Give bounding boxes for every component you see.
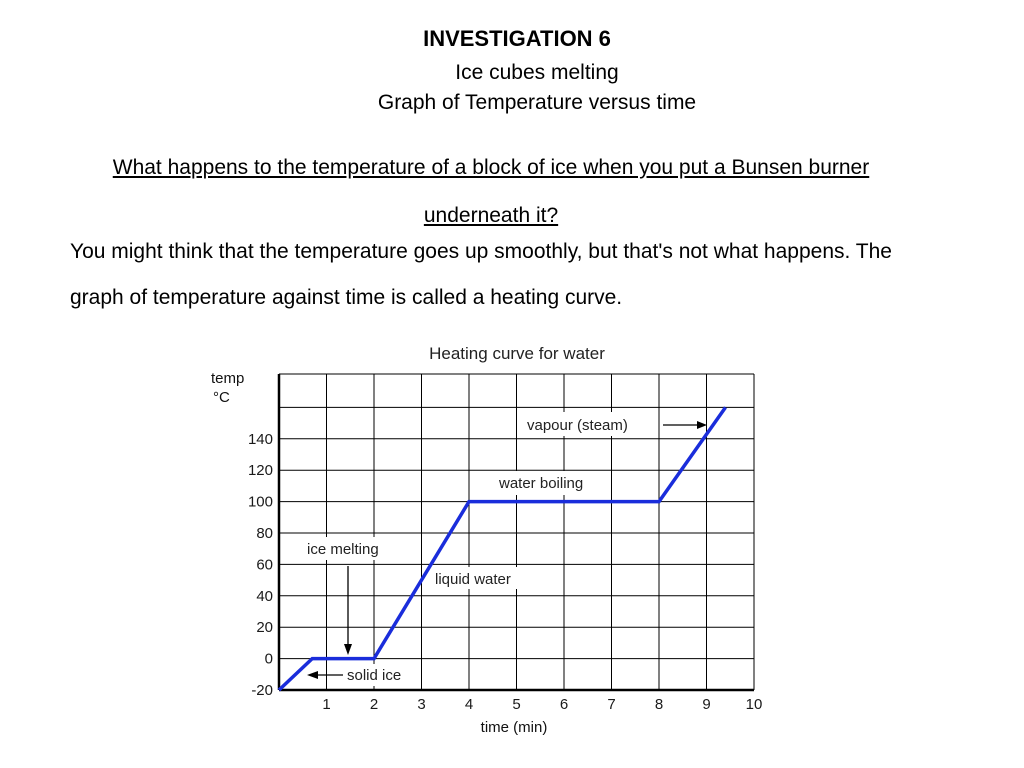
x-tick-label: 8 (654, 696, 664, 713)
annotation-melting-label: ice melting (307, 541, 379, 558)
y-tick-label: 140 (247, 430, 273, 448)
annotation-solid (307, 664, 418, 686)
annotation-solid-label: solid ice (347, 667, 402, 684)
x-tick-label: 2 (369, 696, 379, 713)
chart-title: Heating curve for water (429, 344, 605, 363)
arrowhead-solid-icon (307, 671, 318, 679)
x-tick-label: 5 (512, 696, 521, 713)
x-tick-label: 9 (702, 696, 711, 713)
arrowhead-steam-icon (697, 421, 707, 429)
x-tick-label: 1 (322, 696, 331, 713)
y-tick-label: 60 (256, 556, 273, 574)
page-subtitle-2: Graph of Temperature versus time (377, 91, 697, 114)
page-title: INVESTIGATION 6 (423, 26, 611, 51)
annotation-boiling (495, 471, 608, 495)
annotation-steam-label: vapour (steam) (527, 417, 628, 434)
y-tick-label: 0 (264, 650, 273, 668)
y-tick-label: 40 (256, 587, 273, 605)
chart-grid (279, 374, 754, 690)
annotation-boiling-label: water boiling (499, 475, 584, 492)
x-tick-label: 4 (464, 696, 474, 713)
arrowhead-melting-icon (344, 644, 352, 655)
question-text: What happens to the temperature of a block of ice when you put a Bunsen burner underneath it? (112, 156, 870, 227)
explanation-text: You might think that the temperature goes up smoothly, but that's not what happens. The graph of temperature against time is called a heating curve. (70, 240, 892, 309)
y-axis-label-unit: °C (213, 389, 230, 406)
x-tick-label: 3 (417, 696, 426, 713)
y-tick-label: 120 (247, 462, 273, 480)
x-tick-label: 7 (607, 696, 616, 713)
y-tick-label: 80 (256, 525, 273, 542)
annotation-steam (523, 412, 707, 436)
y-axis-label-temp: temp (211, 370, 245, 387)
y-tick-label: 20 (256, 619, 273, 637)
annotation-liquid (433, 567, 533, 589)
x-tick-label: 6 (559, 696, 569, 713)
x-tick-label: 10 (745, 696, 763, 713)
x-axis-label: time (min) (480, 719, 548, 736)
y-tick-label: -20 (251, 682, 273, 699)
page-subtitle-1: Ice cubes melting (455, 61, 619, 84)
annotation-liquid-label: liquid water (435, 571, 511, 588)
y-tick-label: 100 (247, 493, 273, 511)
